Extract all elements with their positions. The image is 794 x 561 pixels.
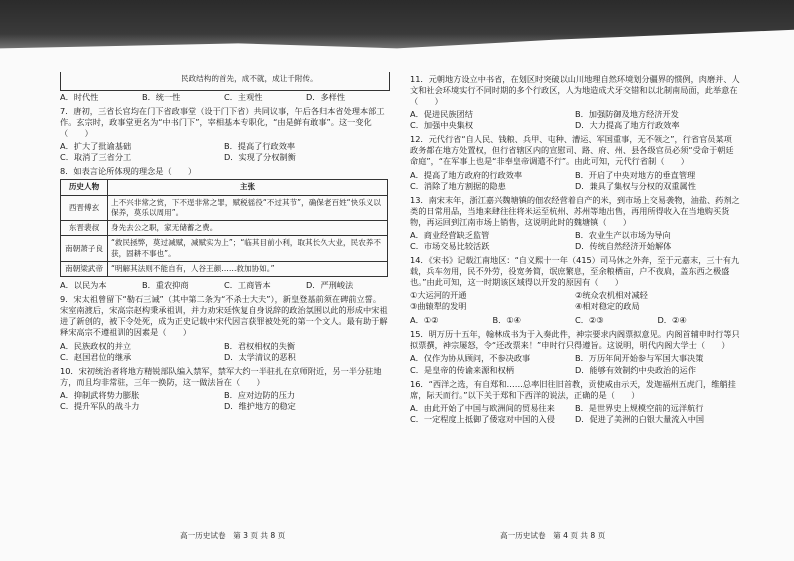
top-options — [60, 92, 388, 103]
q7-options — [60, 141, 388, 163]
option: A．扩大了批谕基础 — [60, 141, 132, 152]
option: B．万历年间开始参与军国大事决策 — [575, 353, 704, 364]
option: C．提升军队的战斗力 — [60, 400, 140, 411]
scan-shadow — [0, 0, 794, 62]
option: A．民族政权的并立 — [60, 340, 132, 351]
table-cell: 南朝梁武帝 — [61, 261, 108, 276]
table-header: 主张 — [108, 180, 388, 195]
option: C．加强中央集权 — [410, 120, 474, 131]
q11-options — [410, 109, 740, 131]
option: A．提高了地方政府的行政效率 — [410, 169, 523, 180]
question-7: 7．唐初，三省长官均在门下省政事堂（设于门下省）共同议事，午后各归本省处理本部工作。玄宗时，政事堂更名为“中书门下”，宰相基本专职化，“由是鲜有敢事”。这一变化（ ） — [60, 106, 385, 139]
list-item: ④相对稳定的政局 — [575, 301, 640, 312]
option: C．②③ — [575, 315, 604, 326]
option: A．①② — [410, 315, 439, 326]
option: C．工商皆本 — [224, 280, 271, 291]
option: D．②④ — [657, 315, 687, 326]
q16-options — [410, 403, 740, 425]
q12-options — [410, 170, 740, 192]
option: B．重农抑商 — [142, 280, 189, 291]
option: C．取消了三省分工 — [60, 152, 132, 163]
option: D．促进了美洲的白银大量流入中国 — [575, 413, 705, 424]
option: D．传统自然经济开始解体 — [575, 240, 672, 251]
option: B．提高了行政效率 — [224, 141, 296, 152]
table-cell: “救民拯弊，莫过减赋，减赋实为上”；“临其目前小利，取其长久大业，民农养不获，固耕不事也”。 — [108, 236, 388, 262]
option: B．加强防御及地方经济开发 — [575, 109, 679, 120]
option: D．维护地方的稳定 — [224, 400, 296, 411]
question-10: 10．宋初统治者将地方精锐部队编入禁军，禁军大约一半驻扎在京师附近，另一半分驻地方，而且均非常驻，三年一换防，这一做法旨在（ ） — [60, 365, 382, 387]
list-item: ②统众农机相对减轻 — [575, 290, 648, 301]
question-12: 12．元代行省“自人民、钱粮、兵甲、屯种、漕运、军国重事，无不领之”，行省官员某项政务都在地方处置权，但行省辖区内的宣慰司、路、府、州、县各级官员必须“受命于朝廷命庭”，“在军事上也是“非奉皇帝调遣不行”。由此可知，元代行省制（ ） — [410, 134, 734, 167]
option: A．由此开始了中国与欧洲间的贸易往来 — [410, 402, 555, 413]
question-11: 11．元朝地方设立中书省，在划区时突破以山川地理自然环境划分疆界的惯例，肉磨并、人文和社会环境实行不同时期的多个行政区，人为地造成犬牙交错和以北制南局面，此举意在（ ） — [410, 74, 740, 107]
option: B．农业生产以市场为导向 — [575, 229, 671, 240]
option: D．能够有效制约中央政治的运作 — [575, 364, 696, 375]
option: B．统一性 — [142, 92, 181, 102]
table-row — [61, 221, 388, 236]
option: B．应对边防的压力 — [224, 389, 296, 400]
option: C．主观性 — [224, 92, 263, 102]
option: C．赵国君位的继承 — [60, 351, 132, 362]
option: D．大力提高了地方行政效率 — [575, 120, 680, 131]
option: D．兼具了集权与分权的双重属性 — [575, 180, 696, 191]
option: B．是世界史上规模空前的远洋航行 — [575, 402, 704, 413]
q8-table — [60, 179, 388, 277]
option: B．开启了中央对地方的垂直管理 — [575, 169, 696, 180]
table-cell: 东晋裴叔 — [61, 221, 108, 236]
table-header: 历史人物 — [61, 180, 108, 195]
option: B．①④ — [492, 315, 521, 326]
option: A．仅作为协从顾问，不参决政事 — [410, 353, 531, 364]
table-row — [61, 261, 388, 276]
question-9: 9．宋太祖曾留下“勒石三诫”（其中第二条为“不杀士大夫”），新皇登基前须在碑前立誓。宋室南渡后，宋高宗赵构秉承祖训，并力劝宋廷恢复自身说辞的政治氛围以此的形成中宋祖进了新创的，被下令处死，成为正史记载中宋代因言获罪被处死的第一个文人。最有助于解释宋高宗不遵祖训的因素是（ ） — [60, 294, 388, 338]
table-cell: 西晋傅玄 — [61, 195, 108, 221]
top-table-cell: 民政结构的首先，成不就，成让千附传。 — [60, 72, 390, 91]
q15-options — [410, 353, 740, 375]
option: A．促进民族团结 — [410, 109, 473, 120]
q9-options — [60, 341, 388, 363]
option: D．太学清议的恶积 — [224, 351, 296, 362]
right-page-footer: 高一历史试卷 第 4 页 共 8 页 — [500, 531, 606, 540]
table-row — [61, 236, 388, 262]
table-header-row — [61, 180, 388, 195]
q10-options — [60, 390, 388, 412]
list-item: ①大运河的开通 — [410, 290, 467, 301]
q14-items — [410, 290, 740, 312]
question-16: 16．“西洋之选，有自郑和……总率旧往旧首教，贡使咸由示天，发迦福州五虎门，维艄挂席，际天而行。”以下关于郑和下西洋的说法，正确的是（ ） — [410, 378, 736, 400]
option: A．以民为本 — [60, 280, 107, 291]
q13-options — [410, 230, 740, 252]
question-13: 13．南宋末年，浙江嘉兴魏塘镇的佃农经营着自产的米，到市场上交易袭物，油盐、药剂之类的日常用品，当地来肆往往将米运至杭州、苏州等地出售，再用所得收入在当地购买货物，再运回到江南市场上销售，这说明此时的魏塘镇（ ） — [410, 194, 740, 227]
left-page-footer: 高一历史试卷 第 3 页 共 8 页 — [180, 531, 286, 540]
question-8: 8．如表言论所体现的理念是（ ） — [60, 166, 197, 177]
list-item: ③曲辕犁的发明 — [410, 301, 467, 312]
question-14: 14．《宋书》记载江南地区：“自义熙十一年（415）司马休之外奔，至于元嘉末，三十有九载，兵车勿用，民不外劳，役宽务简，氓庶繁息，至余粮栖亩，户不夜扃，盖东西之极盛也。”由此可知，这一时期该区域得以开发的原因有（ ） — [410, 254, 740, 288]
option: C．一定程度上抵御了倭寇对中国的入侵 — [410, 413, 555, 424]
table-cell: 南朝萧子良 — [61, 236, 108, 262]
option: C．是皇帝的传谕来源和权柄 — [410, 364, 514, 375]
q8-options — [60, 280, 388, 291]
option: C．市场交易比较活跃 — [410, 240, 490, 251]
option: B．君权相权的失衡 — [224, 340, 296, 351]
table-cell: 上不兴非常之赏，下不逞非常之罪，赋税徭役“不过其节”，确保老百姓“快乐义以保养，莫乐以周用”。 — [108, 195, 388, 221]
left-page — [60, 74, 388, 415]
table-cell: 身先去公之职，家无储蓄之费。 — [108, 221, 388, 236]
option: D．实现了分权制衡 — [224, 152, 296, 163]
table-cell: “明解其法则不能自有，人谷王颜……救加协如。” — [108, 261, 388, 276]
option: A．抑制武将势力膨胀 — [60, 389, 140, 400]
question-15: 15．明万历十五年，翰林成书为于入奏此件，神宗要求内阁票拟意见。内阁首辅申时行等只拟票撰，神宗屡怒，令“还改票来！”申时行只得遵旨。这说明，明代内阁大学士（ ） — [410, 329, 740, 351]
option: A．时代性 — [60, 92, 99, 102]
option: D．严刑峻法 — [306, 280, 354, 291]
option: D．多样性 — [306, 92, 346, 102]
option: C．消除了地方割据的隐患 — [410, 180, 506, 191]
table-row — [61, 195, 388, 221]
right-page — [410, 74, 740, 428]
q14-options — [410, 315, 740, 326]
option: A．商业经营缺乏监管 — [410, 229, 490, 240]
